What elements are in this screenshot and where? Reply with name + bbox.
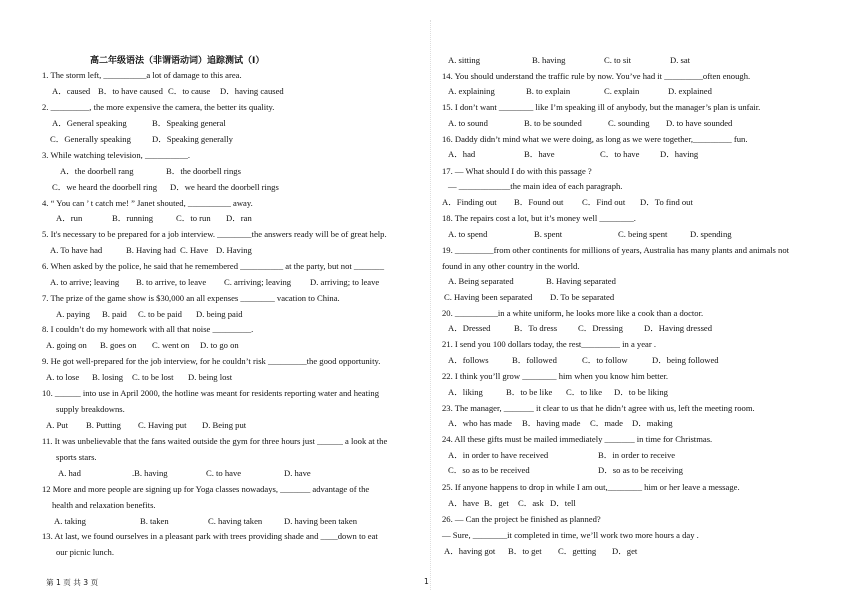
option: A. explaining [448,86,495,96]
option: C．to cause [168,86,211,96]
question-4: 4. “ You can ’ t catch me! ” Janet shouted, __________ away. [42,198,253,208]
option: D．Speaking generally [152,134,233,144]
question-14: 14. You should understand the traffic rule by now. You’ve had it _________often enough. [442,71,751,81]
option: C. Have [180,245,209,255]
options-19a [448,276,616,287]
option: A．Dressed [448,323,491,333]
options-16 [448,149,698,160]
options-15 [448,118,732,129]
option: C. being spent [618,229,668,239]
option: A．have [448,498,480,508]
question-15: 15. I don’t want ________ like I’m speaking ill of anybody, but the manager’s plan is unfair. [442,102,761,112]
options-20 [448,323,712,334]
option: D．Having dressed [644,323,713,333]
option: D．so as to be receiving [598,465,683,475]
question-6: 6. When asked by the police, he said that he remembered __________ at the party, but not _______ [42,261,384,271]
question-16: 16. Daddy didn’t mind what we were doing, as long as we were together,_________ fun. [442,134,748,144]
option: C．so as to be received [448,465,530,475]
options-10 [46,420,246,431]
option: B. paid [102,309,127,319]
question-12-cont: health and relaxation benefits. [52,500,156,510]
option: C．to like [566,387,603,397]
option: D. Being put [202,420,247,430]
question-9: 9. He got well-prepared for the job interview, for he couldn’t risk _________the good opportunity. [42,356,381,366]
option: A．caused [52,86,91,96]
options-22 [448,387,668,398]
option: A．Finding out [442,197,497,207]
option: C．Find out [582,197,626,207]
option: D．making [632,418,673,428]
option: A. going on [46,340,87,350]
options-13 [448,55,690,66]
option: B．in order to receive [598,450,676,460]
option: D．being followed [652,355,719,365]
page-number-left: 第 1 页 共 3 页 [46,578,99,587]
option: B. to explain [526,86,571,96]
question-17-cont: — ____________the main idea of each paragraph. [448,181,623,191]
option: B. to be sounded [524,118,582,128]
question-11: 11. It was unbelievable that the fans waited outside the gym for three hours just ______ a look at the [42,436,388,446]
question-3: 3. While watching television, __________. [42,150,191,160]
options-5 [50,245,252,256]
options-11 [58,468,311,479]
option: A. taking [54,516,86,526]
question-17: 17. — What should I do with this passage ? [442,166,592,176]
question-2: 2. _________, the more expensive the camera, the better its quality. [42,102,275,112]
option: C. to sit [604,55,631,65]
question-1: 1. The storm left, __________a lot of damage to this area. [42,70,242,80]
question-5: 5. It's necessary to be prepared for a job interview. ________the answers ready will be of great help. [42,229,387,239]
option: A. Put [46,420,68,430]
option: D. to have sounded [666,118,733,128]
option: D. arriving; to leave [310,277,380,287]
option: D．ran [226,213,252,223]
option: B．having made [522,418,581,428]
option: A. to spend [448,229,488,239]
option: B．the doorbell rings [166,166,241,176]
option: C. to be paid [138,309,182,319]
option: D．tell [550,498,576,508]
options-26 [444,546,637,557]
option: D．having [660,149,699,159]
option: A. to lose [46,372,80,382]
option: A．run [56,213,83,223]
options-24b [448,465,683,476]
question-19: 19. _________from other continents for millions of years, Australia has many plants and animals not [442,245,790,255]
option: A. sitting [448,55,480,65]
option: A．having got [444,546,496,556]
option: A. paying [56,309,90,319]
options-3a [60,166,241,177]
option: B．Found out [514,197,564,207]
question-26-cont: — Sure, ________it completed in time, we’ll work two more hours a day . [442,530,699,540]
option: A．in order to have received [448,450,549,460]
option: A. had [58,468,81,478]
options-18 [448,229,732,240]
option: B. spent [534,229,563,239]
options-2b [50,134,233,145]
option: B. losing [92,372,124,382]
page-number-center: 1 [424,577,429,586]
options-8 [46,340,239,351]
option: .B. having [132,468,168,478]
question-25: 25. If anyone happens to drop in while I am out,________ him or her leave a message. [442,482,740,492]
option: C. arriving; leaving [224,277,292,287]
question-24: 24. All these gifts must be mailed immediately _______ in time for Christmas. [442,434,713,444]
option: A．General speaking [52,118,127,128]
option: A．liking [448,387,483,397]
options-19b [444,292,614,303]
options-1 [52,86,284,97]
options-2a [52,118,226,129]
option: C．we heard the doorbell ring [52,182,158,192]
options-3b [52,182,279,193]
option: A. to sound [448,118,488,128]
option: B. Having separated [546,276,616,286]
options-23 [448,418,673,429]
options-25 [448,498,576,509]
option: D. explained [668,86,712,96]
option: C．made [590,418,623,428]
option: B. taken [140,516,169,526]
question-19-cont: found in any other country in the world. [442,261,580,271]
option: A. To have had [50,245,103,255]
option: B．get [484,498,509,508]
option: B．To dress [514,323,558,333]
question-12: 12 More and more people are signing up for Yoga classes nowadays, _______ advantage of the [42,484,370,494]
option: A. Being separated [448,276,514,286]
option: D．to be liking [614,387,668,397]
question-26: 26. — Can the project be finished as planned? [442,514,601,524]
options-21 [448,355,719,366]
option: C. to be lost [132,372,174,382]
options-7 [56,309,243,320]
option: B．Speaking general [152,118,226,128]
option: A．the doorbell rang [60,166,134,176]
option: D. spending [690,229,732,239]
option: B．to have caused [98,86,163,96]
question-7: 7. The prize of the game show is $30,000 an all expenses ________ vacation to China. [42,293,340,303]
option: C. Having been separated [444,292,533,302]
option: C．to run [176,213,211,223]
option: D. To be separated [550,292,615,302]
option: A．had [448,149,476,159]
column-divider [430,20,431,590]
options-4 [56,213,252,224]
option: D. to go on [200,340,239,350]
option: D. having been taken [284,516,358,526]
option: D．having caused [220,86,284,96]
option: B. Having had [126,245,176,255]
option: B．to be like [506,387,553,397]
option: C. having taken [208,516,263,526]
option: D. being lost [188,372,233,382]
option: C. went on [152,340,190,350]
option: B. having [532,55,566,65]
option: A．follows [448,355,489,365]
option: C．ask [518,498,544,508]
option: B．have [524,149,555,159]
option: D．To find out [640,197,693,207]
option: C．getting [558,546,597,556]
option: D. sat [670,55,691,65]
option: C．Dressing [578,323,623,333]
option: C. explain [604,86,640,96]
question-21: 21. I send you 100 dollars today, the rest_________ in a year . [442,339,657,349]
options-6 [50,277,379,288]
option: D. Having [216,245,252,255]
options-12 [54,516,357,527]
options-17 [442,197,693,208]
option: B．to get [508,546,542,556]
option: C．to follow [582,355,628,365]
option: D. being paid [196,309,243,319]
option: A. to arrive; leaving [50,277,120,287]
option: B. Putting [86,420,121,430]
option: C. to have [206,468,242,478]
option: B. to arrive, to leave [136,277,207,287]
question-22: 22. I think you’ll grow ________ him when you know him better. [442,371,669,381]
option: B. goes on [100,340,137,350]
option: C．to have [600,149,640,159]
options-9 [46,372,232,383]
options-24a [448,450,675,461]
question-10: 10. ______ into use in April 2000, the hotline was meant for residents reporting water and heating [42,388,379,398]
question-20: 20. __________in a white uniform, he looks more like a cook than a doctor. [442,308,704,318]
option: C. sounding [608,118,650,128]
option: C. Having put [138,420,187,430]
option: C．Generally speaking [50,134,131,144]
option: B．followed [512,355,557,365]
option: A．who has made [448,418,512,428]
option: D．get [612,546,638,556]
question-8: 8. I couldn’t do my homework with all that noise _________. [42,324,254,334]
question-18: 18. The repairs cost a lot, but it’s money well ________. [442,213,636,223]
question-13-cont: our picnic lunch. [56,547,114,557]
question-11-cont: sports stars. [56,452,97,462]
option: D. have [284,468,311,478]
option: B．running [112,213,154,223]
question-23: 23. The manager, _______ it clear to us that he didn’t agree with us, left the meeting room. [442,403,755,413]
question-13: 13. At last, we found ourselves in a pleasant park with trees providing shade and ____down to eat [42,531,378,541]
page-title: 高二年级语法（非谓语动词）追踪测试（I） [90,56,265,66]
question-10-cont: supply breakdowns. [56,404,125,414]
option: D．we heard the doorbell rings [170,182,279,192]
options-14 [448,86,712,97]
